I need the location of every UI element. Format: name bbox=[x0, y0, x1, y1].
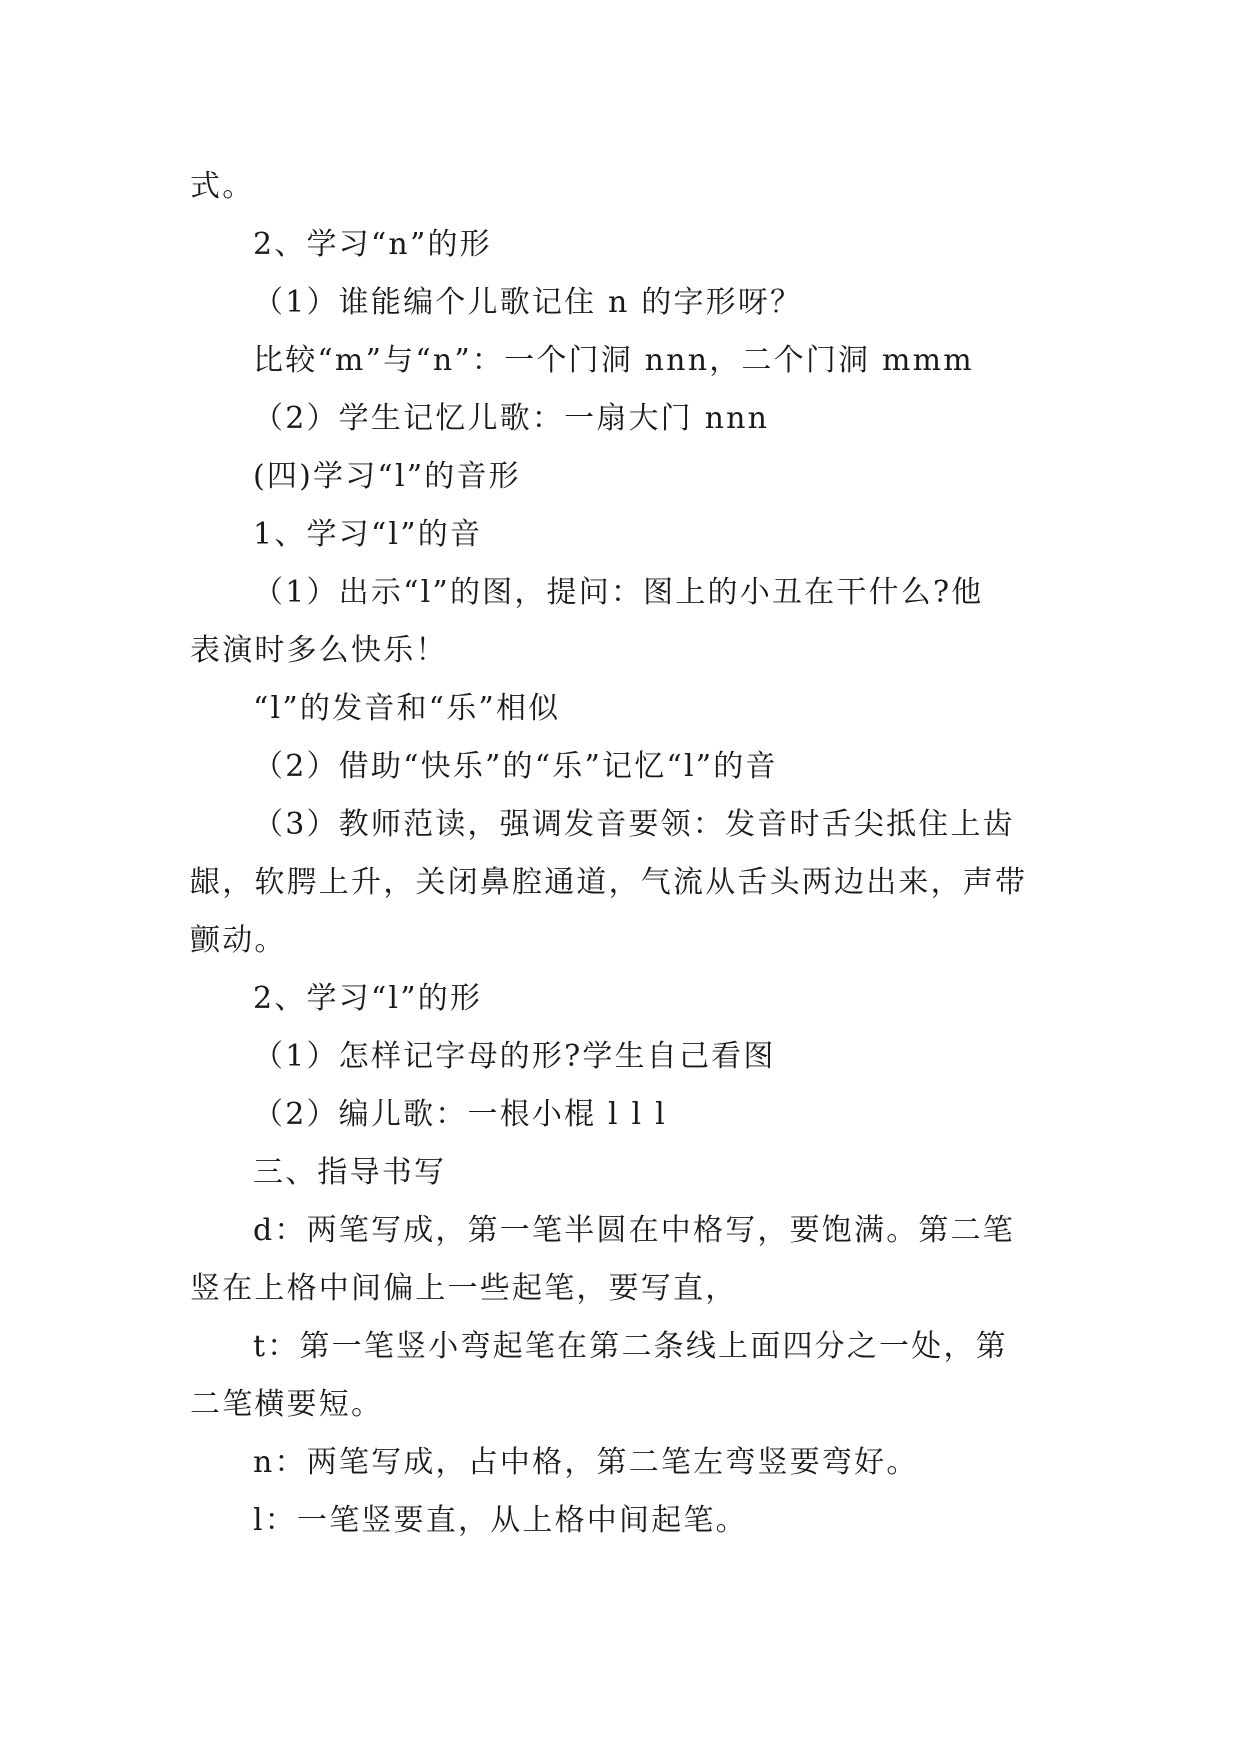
text-line: 1、学习“l”的音 bbox=[253, 517, 483, 552]
text-line: t：第一笔竖小弯起笔在第二条线上面四分之一处，第 bbox=[253, 1329, 1008, 1364]
text-line: （2）编儿歌：一根小棍 l l l bbox=[253, 1097, 667, 1132]
text-line: l：一笔竖要直，从上格中间起笔。 bbox=[253, 1503, 748, 1538]
text-line: 三、指导书写 bbox=[253, 1155, 447, 1190]
text-line: （2）借助“快乐”的“乐”记忆“l”的音 bbox=[253, 749, 778, 784]
text-line: n：两笔写成，占中格，第二笔左弯竖要弯好。 bbox=[253, 1445, 919, 1480]
text-line: （3）教师范读，强调发音要领：发音时舌尖抵住上齿 bbox=[253, 807, 1015, 842]
text-line: d：两笔写成，第一笔半圆在中格写，要饱满。第二笔 bbox=[253, 1213, 1016, 1248]
text-line: （1）出示“l”的图，提问：图上的小丑在干什么?他 bbox=[253, 575, 984, 610]
text-line: 比较“m”与“n”：一个门洞 nnn，二个门洞 mmm bbox=[253, 343, 974, 378]
text-line: “l”的发音和“乐”相似 bbox=[253, 691, 561, 726]
text-line: 二笔横要短。 bbox=[190, 1387, 384, 1422]
text-line: 颤动。 bbox=[190, 923, 287, 958]
text-line: （1）谁能编个儿歌记住 n 的字形呀？ bbox=[253, 285, 803, 320]
text-line: （2）学生记忆儿歌：一扇大门 nnn bbox=[253, 401, 770, 436]
text-line: 竖在上格中间偏上一些起笔，要写直， bbox=[190, 1271, 738, 1306]
text-line: 表演时多么快乐！ bbox=[190, 633, 448, 668]
text-line: 式。 bbox=[190, 169, 255, 204]
text-line: 龈，软腭上升，关闭鼻腔通道，气流从舌头两边出来，声带 bbox=[190, 865, 1028, 900]
text-line: 2、学习“l”的形 bbox=[253, 981, 483, 1016]
text-line: （1）怎样记字母的形?学生自己看图 bbox=[253, 1039, 776, 1074]
text-line: 2、学习“n”的形 bbox=[253, 227, 492, 262]
text-line: (四)学习“l”的音形 bbox=[253, 459, 521, 494]
